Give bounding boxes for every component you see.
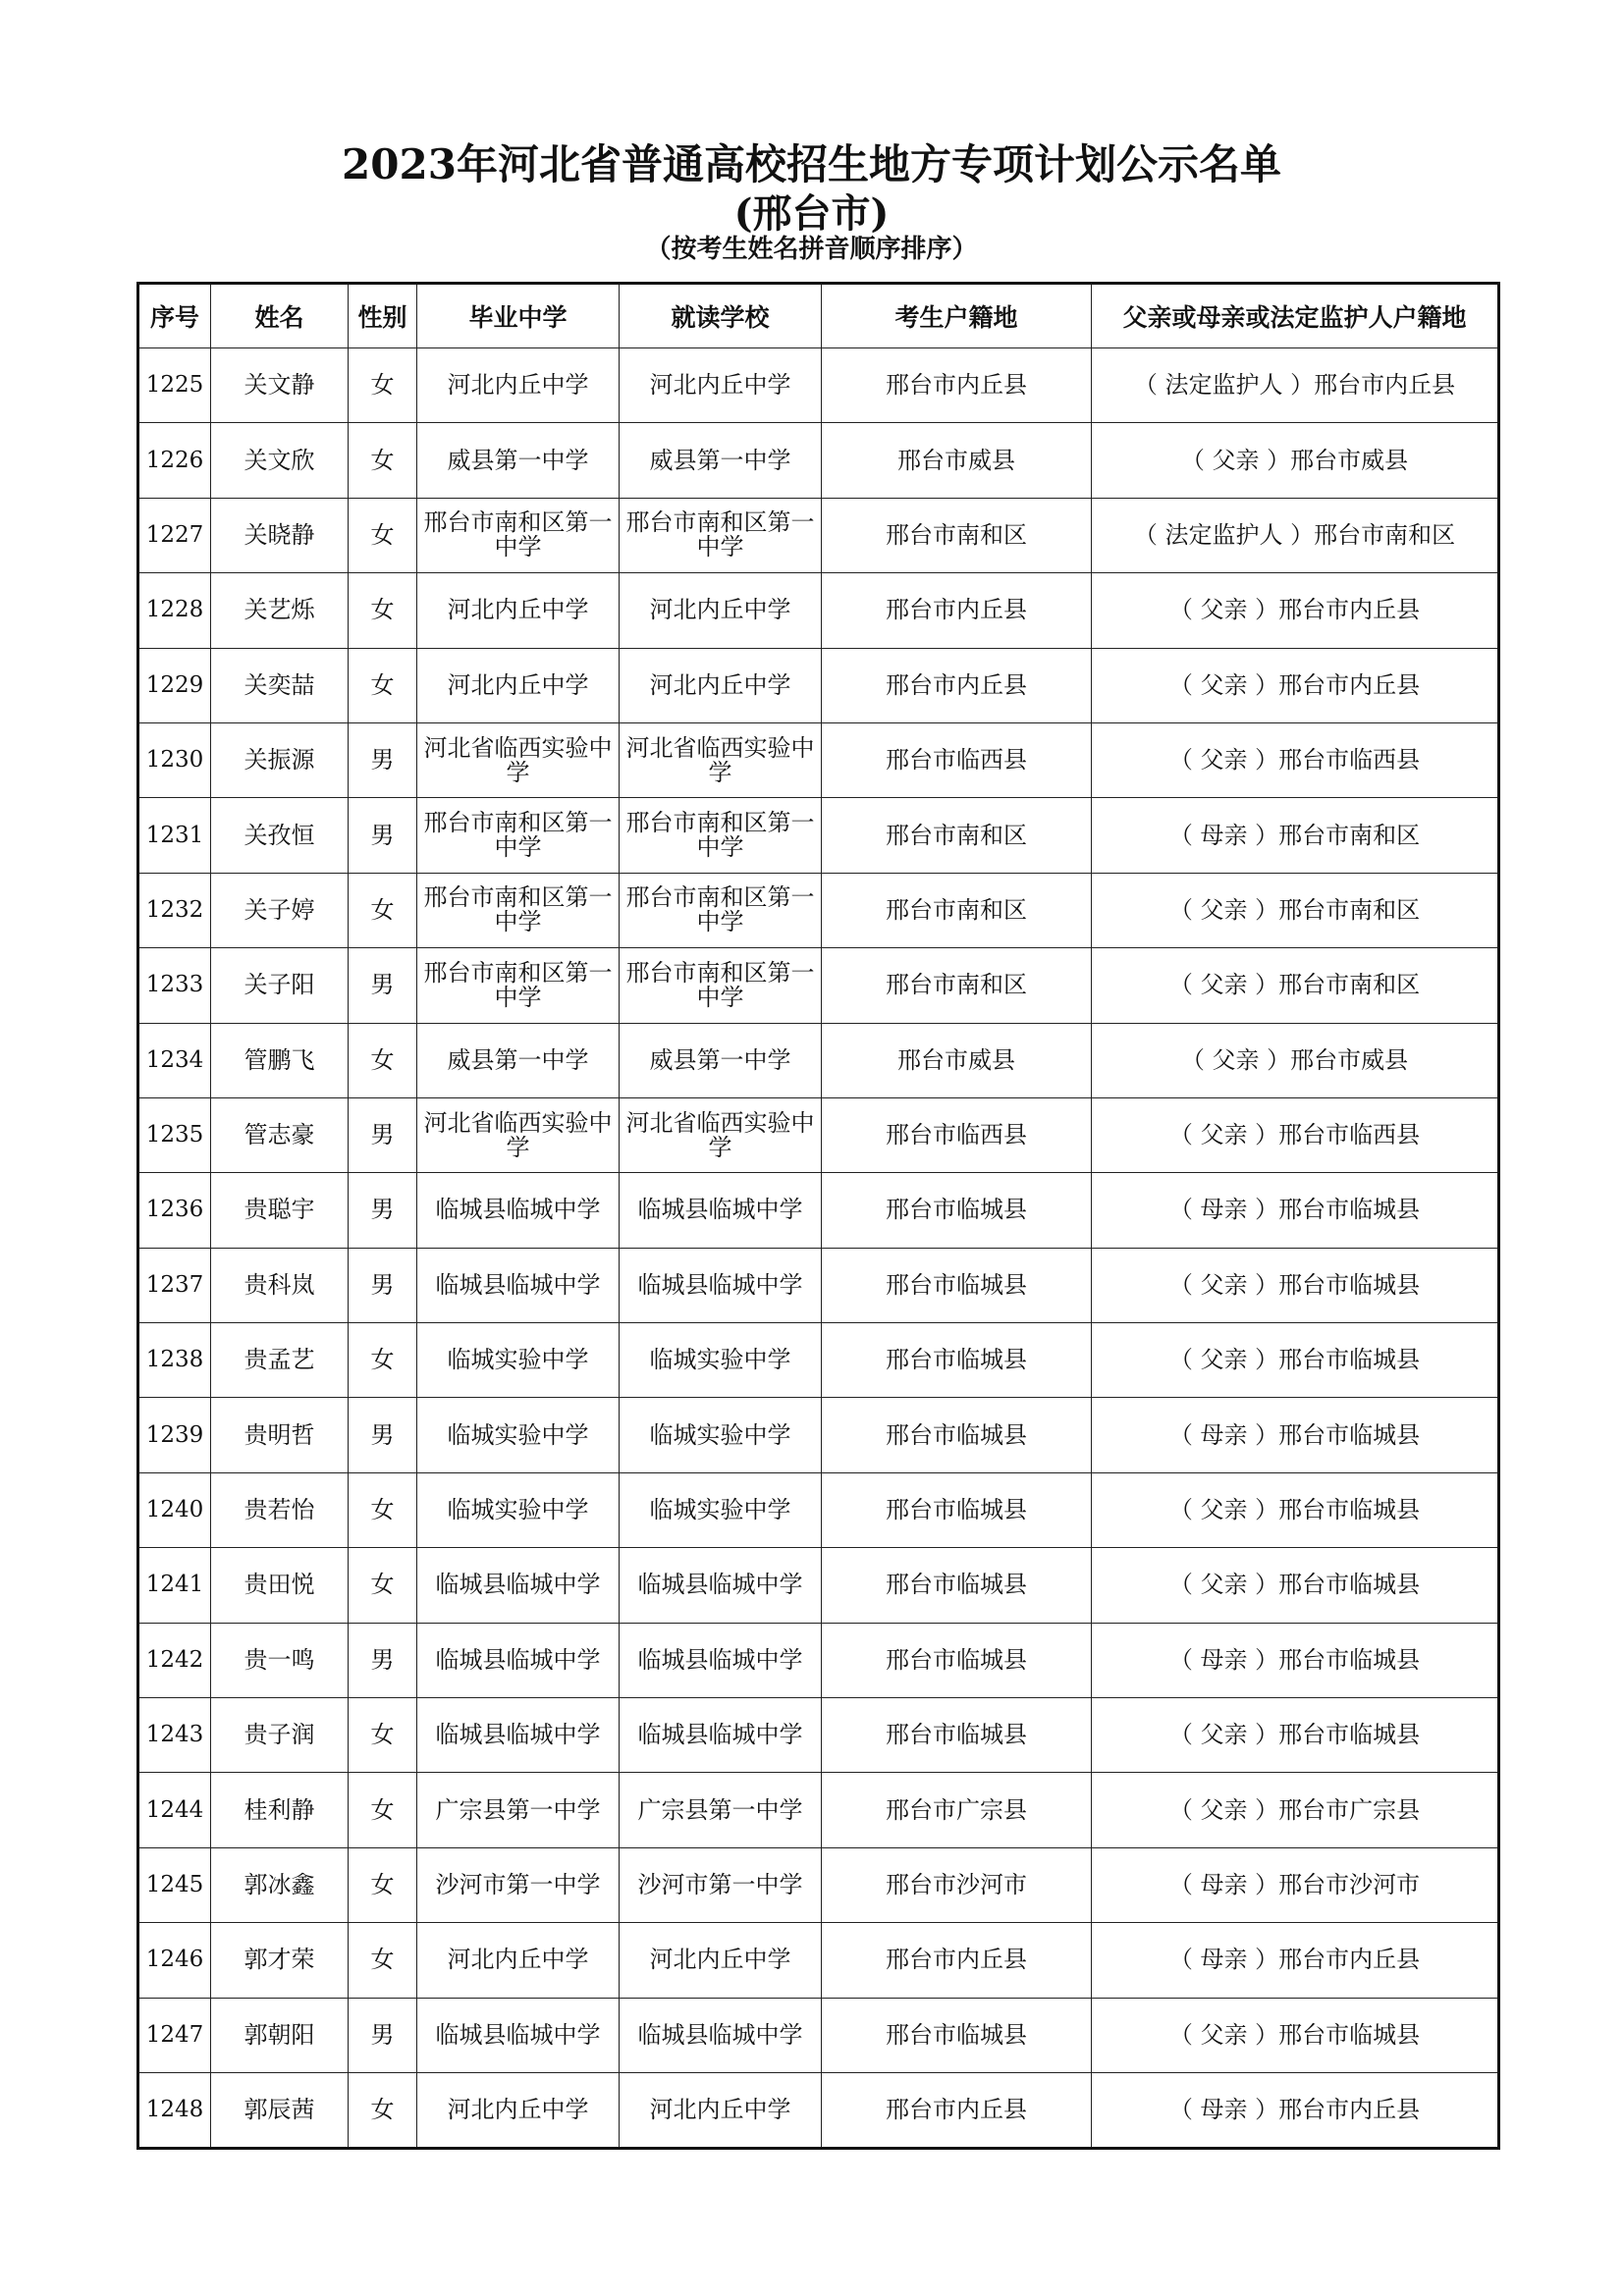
cell-graduated-school: 邢台市南和区第一中学 [417, 798, 620, 873]
cell-guardian-domicile: （ 父亲 ）邢台市南和区 [1092, 873, 1499, 947]
cell-gender: 女 [349, 423, 417, 498]
cell-name: 郭才荣 [211, 1923, 349, 1998]
cell-name: 贵一鸣 [211, 1623, 349, 1697]
cell-current-school: 河北内丘中学 [620, 348, 822, 423]
table-row [138, 498, 1499, 572]
table-row [138, 798, 1499, 873]
cell-index: 1229 [138, 648, 211, 722]
cell-guardian-domicile: （ 母亲 ）邢台市临城县 [1092, 1398, 1499, 1472]
cell-gender: 女 [349, 1847, 417, 1922]
cell-name: 关文欣 [211, 423, 349, 498]
cell-name: 贵田悦 [211, 1548, 349, 1623]
header-graduated-school: 毕业中学 [417, 284, 620, 348]
cell-name: 郭冰鑫 [211, 1847, 349, 1922]
cell-index: 1245 [138, 1847, 211, 1922]
cell-index: 1243 [138, 1698, 211, 1773]
table-row [138, 1472, 1499, 1547]
cell-gender: 男 [349, 1173, 417, 1248]
cell-current-school: 广宗县第一中学 [620, 1773, 822, 1847]
header-index: 序号 [138, 284, 211, 348]
cell-name: 管志豪 [211, 1097, 349, 1172]
cell-index: 1232 [138, 873, 211, 947]
cell-graduated-school: 河北内丘中学 [417, 573, 620, 648]
cell-index: 1237 [138, 1248, 211, 1322]
cell-gender: 女 [349, 873, 417, 947]
cell-student-domicile: 邢台市威县 [822, 1023, 1092, 1097]
cell-current-school: 邢台市南和区第一中学 [620, 498, 822, 572]
cell-index: 1231 [138, 798, 211, 873]
cell-current-school: 河北内丘中学 [620, 573, 822, 648]
cell-guardian-domicile: （ 父亲 ）邢台市临城县 [1092, 1998, 1499, 2072]
table-body [138, 348, 1499, 2149]
cell-guardian-domicile: （ 父亲 ）邢台市内丘县 [1092, 648, 1499, 722]
cell-current-school: 河北内丘中学 [620, 1923, 822, 1998]
cell-gender: 女 [349, 573, 417, 648]
cell-student-domicile: 邢台市威县 [822, 423, 1092, 498]
cell-index: 1226 [138, 423, 211, 498]
cell-gender: 女 [349, 1548, 417, 1623]
table-row [138, 1323, 1499, 1398]
document-sort-note: （按考生姓名拼音顺序排序） [645, 235, 978, 264]
document-title: 2023年河北省普通高校招生地方专项计划公示名单 [342, 140, 1281, 188]
table-row [138, 1398, 1499, 1472]
cell-graduated-school: 河北内丘中学 [417, 1923, 620, 1998]
cell-current-school: 临城县临城中学 [620, 1173, 822, 1248]
table-row [138, 1698, 1499, 1773]
cell-name: 贵科岚 [211, 1248, 349, 1322]
cell-gender: 男 [349, 1998, 417, 2072]
cell-guardian-domicile: （ 父亲 ）邢台市广宗县 [1092, 1773, 1499, 1847]
table-row [138, 1023, 1499, 1097]
cell-name: 贵明哲 [211, 1398, 349, 1472]
cell-student-domicile: 邢台市临西县 [822, 1097, 1092, 1172]
table-row [138, 573, 1499, 648]
cell-graduated-school: 临城实验中学 [417, 1398, 620, 1472]
cell-guardian-domicile: （ 母亲 ）邢台市沙河市 [1092, 1847, 1499, 1922]
cell-name: 关子婷 [211, 873, 349, 947]
cell-gender: 男 [349, 948, 417, 1023]
cell-guardian-domicile: （ 父亲 ）邢台市临城县 [1092, 1248, 1499, 1322]
cell-student-domicile: 邢台市内丘县 [822, 573, 1092, 648]
cell-graduated-school: 临城县临城中学 [417, 1548, 620, 1623]
cell-current-school: 邢台市南和区第一中学 [620, 798, 822, 873]
cell-current-school: 河北内丘中学 [620, 2072, 822, 2148]
cell-gender: 女 [349, 1323, 417, 1398]
cell-current-school: 临城县临城中学 [620, 1548, 822, 1623]
cell-student-domicile: 邢台市临城县 [822, 1173, 1092, 1248]
cell-current-school: 邢台市南和区第一中学 [620, 873, 822, 947]
cell-index: 1236 [138, 1173, 211, 1248]
table-row [138, 648, 1499, 722]
cell-current-school: 临城实验中学 [620, 1472, 822, 1547]
cell-current-school: 河北省临西实验中学 [620, 722, 822, 797]
header-current-school: 就读学校 [620, 284, 822, 348]
cell-gender: 男 [349, 1097, 417, 1172]
cell-current-school: 河北省临西实验中学 [620, 1097, 822, 1172]
cell-index: 1240 [138, 1472, 211, 1547]
cell-index: 1246 [138, 1923, 211, 1998]
cell-current-school: 河北内丘中学 [620, 648, 822, 722]
cell-current-school: 邢台市南和区第一中学 [620, 948, 822, 1023]
cell-current-school: 威县第一中学 [620, 423, 822, 498]
cell-gender: 男 [349, 1623, 417, 1697]
cell-guardian-domicile: （ 法定监护人 ）邢台市内丘县 [1092, 348, 1499, 423]
cell-student-domicile: 邢台市临城县 [822, 1623, 1092, 1697]
cell-name: 贵子润 [211, 1698, 349, 1773]
cell-guardian-domicile: （ 父亲 ）邢台市南和区 [1092, 948, 1499, 1023]
cell-gender: 女 [349, 348, 417, 423]
cell-current-school: 临城实验中学 [620, 1398, 822, 1472]
cell-gender: 女 [349, 1923, 417, 1998]
cell-graduated-school: 邢台市南和区第一中学 [417, 498, 620, 572]
cell-index: 1241 [138, 1548, 211, 1623]
table-row [138, 423, 1499, 498]
cell-guardian-domicile: （ 母亲 ）邢台市临城县 [1092, 1623, 1499, 1697]
cell-graduated-school: 临城实验中学 [417, 1472, 620, 1547]
cell-graduated-school: 河北省临西实验中学 [417, 722, 620, 797]
cell-index: 1233 [138, 948, 211, 1023]
cell-name: 关子阳 [211, 948, 349, 1023]
cell-graduated-school: 河北内丘中学 [417, 648, 620, 722]
cell-guardian-domicile: （ 父亲 ）邢台市临城县 [1092, 1548, 1499, 1623]
cell-name: 郭辰茜 [211, 2072, 349, 2148]
cell-graduated-school: 河北省临西实验中学 [417, 1097, 620, 1172]
header-name: 姓名 [211, 284, 349, 348]
cell-index: 1225 [138, 348, 211, 423]
cell-student-domicile: 邢台市临城县 [822, 1248, 1092, 1322]
cell-gender: 女 [349, 1698, 417, 1773]
cell-student-domicile: 邢台市临城县 [822, 1548, 1092, 1623]
header-student-domicile: 考生户籍地 [822, 284, 1092, 348]
cell-index: 1238 [138, 1323, 211, 1398]
cell-name: 关文静 [211, 348, 349, 423]
cell-graduated-school: 沙河市第一中学 [417, 1847, 620, 1922]
cell-guardian-domicile: （ 父亲 ）邢台市威县 [1092, 423, 1499, 498]
cell-student-domicile: 邢台市临城县 [822, 1698, 1092, 1773]
cell-gender: 女 [349, 2072, 417, 2148]
cell-gender: 男 [349, 1248, 417, 1322]
table-row [138, 1173, 1499, 1248]
table-header-row [138, 284, 1499, 348]
admission-list-table [136, 282, 1500, 2150]
header-guardian-domicile: 父亲或母亲或法定监护人户籍地 [1092, 284, 1499, 348]
cell-student-domicile: 邢台市内丘县 [822, 1923, 1092, 1998]
cell-graduated-school: 邢台市南和区第一中学 [417, 873, 620, 947]
cell-guardian-domicile: （ 父亲 ）邢台市临城县 [1092, 1323, 1499, 1398]
cell-name: 关振源 [211, 722, 349, 797]
cell-index: 1244 [138, 1773, 211, 1847]
cell-gender: 女 [349, 1472, 417, 1547]
cell-index: 1234 [138, 1023, 211, 1097]
cell-guardian-domicile: （ 父亲 ）邢台市临西县 [1092, 722, 1499, 797]
cell-graduated-school: 威县第一中学 [417, 423, 620, 498]
header-gender: 性别 [349, 284, 417, 348]
cell-name: 关艺烁 [211, 573, 349, 648]
cell-guardian-domicile: （ 法定监护人 ）邢台市南和区 [1092, 498, 1499, 572]
cell-gender: 男 [349, 798, 417, 873]
cell-graduated-school: 临城县临城中学 [417, 1998, 620, 2072]
cell-name: 关奕喆 [211, 648, 349, 722]
cell-guardian-domicile: （ 父亲 ）邢台市内丘县 [1092, 573, 1499, 648]
cell-student-domicile: 邢台市内丘县 [822, 2072, 1092, 2148]
cell-index: 1230 [138, 722, 211, 797]
cell-graduated-school: 临城县临城中学 [417, 1698, 620, 1773]
cell-student-domicile: 邢台市临城县 [822, 1472, 1092, 1547]
cell-gender: 男 [349, 1398, 417, 1472]
table-row [138, 348, 1499, 423]
cell-index: 1248 [138, 2072, 211, 2148]
cell-guardian-domicile: （ 父亲 ）邢台市临城县 [1092, 1472, 1499, 1547]
cell-name: 贵若怡 [211, 1472, 349, 1547]
cell-student-domicile: 邢台市内丘县 [822, 648, 1092, 722]
cell-index: 1235 [138, 1097, 211, 1172]
cell-gender: 女 [349, 648, 417, 722]
table-row [138, 873, 1499, 947]
table-row [138, 1548, 1499, 1623]
cell-graduated-school: 临城县临城中学 [417, 1248, 620, 1322]
cell-graduated-school: 河北内丘中学 [417, 348, 620, 423]
cell-current-school: 临城县临城中学 [620, 1698, 822, 1773]
table-row [138, 1773, 1499, 1847]
cell-student-domicile: 邢台市内丘县 [822, 348, 1092, 423]
cell-current-school: 威县第一中学 [620, 1023, 822, 1097]
cell-gender: 女 [349, 1773, 417, 1847]
cell-guardian-domicile: （ 母亲 ）邢台市内丘县 [1092, 2072, 1499, 2148]
cell-student-domicile: 邢台市临城县 [822, 1398, 1092, 1472]
cell-gender: 男 [349, 722, 417, 797]
table-row [138, 948, 1499, 1023]
cell-graduated-school: 邢台市南和区第一中学 [417, 948, 620, 1023]
table-row [138, 1097, 1499, 1172]
cell-student-domicile: 邢台市南和区 [822, 948, 1092, 1023]
table-row [138, 2072, 1499, 2148]
cell-student-domicile: 邢台市南和区 [822, 498, 1092, 572]
cell-guardian-domicile: （ 母亲 ）邢台市南和区 [1092, 798, 1499, 873]
table-row [138, 1998, 1499, 2072]
cell-name: 桂利静 [211, 1773, 349, 1847]
cell-name: 关孜恒 [211, 798, 349, 873]
cell-graduated-school: 临城县临城中学 [417, 1623, 620, 1697]
cell-name: 管鹏飞 [211, 1023, 349, 1097]
cell-student-domicile: 邢台市南和区 [822, 873, 1092, 947]
cell-name: 关晓静 [211, 498, 349, 572]
table-row [138, 1923, 1499, 1998]
cell-student-domicile: 邢台市临城县 [822, 1323, 1092, 1398]
cell-student-domicile: 邢台市沙河市 [822, 1847, 1092, 1922]
cell-current-school: 临城实验中学 [620, 1323, 822, 1398]
cell-index: 1239 [138, 1398, 211, 1472]
cell-student-domicile: 邢台市南和区 [822, 798, 1092, 873]
cell-guardian-domicile: （ 母亲 ）邢台市临城县 [1092, 1173, 1499, 1248]
cell-gender: 女 [349, 1023, 417, 1097]
cell-name: 贵聪宇 [211, 1173, 349, 1248]
cell-current-school: 临城县临城中学 [620, 1248, 822, 1322]
cell-name: 郭朝阳 [211, 1998, 349, 2072]
cell-guardian-domicile: （ 母亲 ）邢台市内丘县 [1092, 1923, 1499, 1998]
cell-current-school: 临城县临城中学 [620, 1998, 822, 2072]
cell-graduated-school: 临城县临城中学 [417, 1173, 620, 1248]
cell-name: 贵孟艺 [211, 1323, 349, 1398]
cell-index: 1242 [138, 1623, 211, 1697]
document-subtitle-city: (邢台市) [733, 190, 890, 237]
cell-graduated-school: 广宗县第一中学 [417, 1773, 620, 1847]
cell-student-domicile: 邢台市广宗县 [822, 1773, 1092, 1847]
cell-index: 1227 [138, 498, 211, 572]
cell-guardian-domicile: （ 父亲 ）邢台市威县 [1092, 1023, 1499, 1097]
cell-graduated-school: 威县第一中学 [417, 1023, 620, 1097]
table-row [138, 1847, 1499, 1922]
cell-graduated-school: 临城实验中学 [417, 1323, 620, 1398]
cell-index: 1228 [138, 573, 211, 648]
table-row [138, 1623, 1499, 1697]
cell-guardian-domicile: （ 父亲 ）邢台市临城县 [1092, 1698, 1499, 1773]
table-row [138, 722, 1499, 797]
cell-graduated-school: 河北内丘中学 [417, 2072, 620, 2148]
cell-student-domicile: 邢台市临西县 [822, 722, 1092, 797]
cell-current-school: 沙河市第一中学 [620, 1847, 822, 1922]
cell-gender: 女 [349, 498, 417, 572]
cell-current-school: 临城县临城中学 [620, 1623, 822, 1697]
table-row [138, 1248, 1499, 1322]
cell-guardian-domicile: （ 父亲 ）邢台市临西县 [1092, 1097, 1499, 1172]
cell-index: 1247 [138, 1998, 211, 2072]
cell-student-domicile: 邢台市临城县 [822, 1998, 1092, 2072]
